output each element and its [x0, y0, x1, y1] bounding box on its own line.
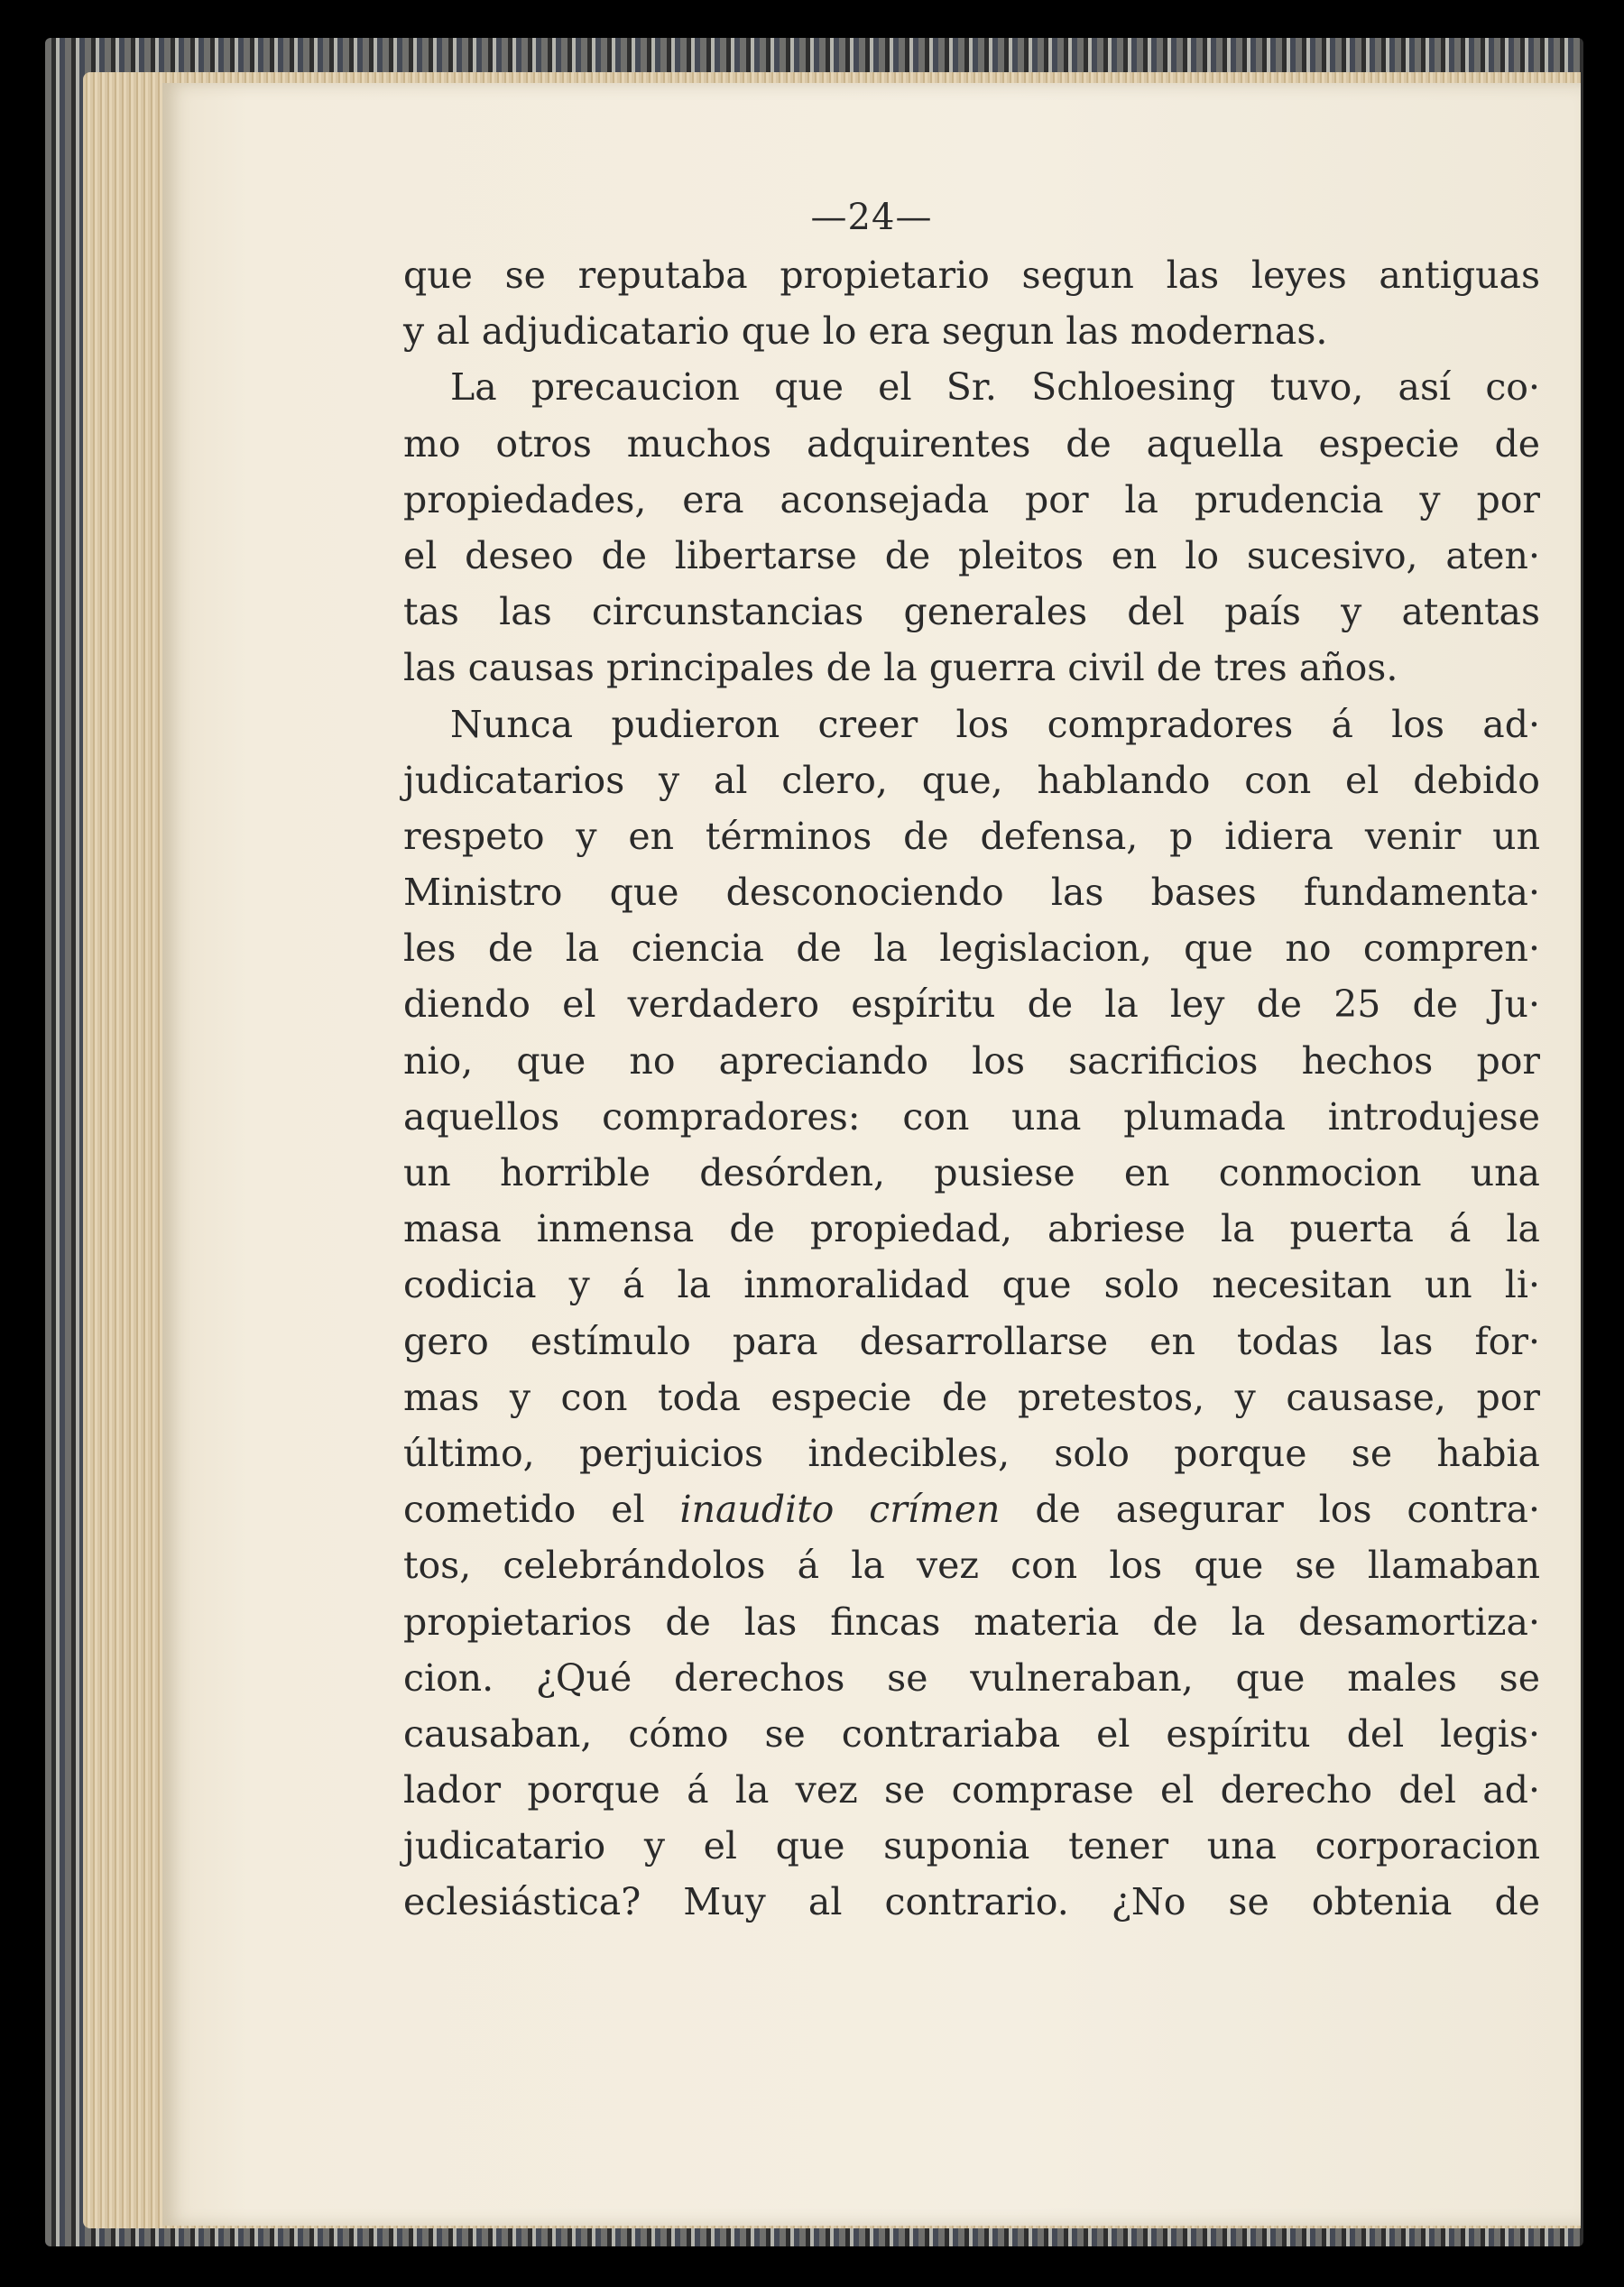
- text-line: que se reputaba propietario segun las leyes antiguas: [403, 254, 1540, 297]
- text-line: lador porque á la vez se comprase el derecho del ad·: [403, 1768, 1540, 1812]
- text-line: las causas principales de la guerra civil de tres años.: [403, 646, 1398, 690]
- text-line: [403, 1481, 1540, 1537]
- text-line: judicatarios y al clero, que, hablando con el debido: [403, 758, 1540, 802]
- text-line: tas las circunstancias generales del país y atentas: [403, 590, 1540, 634]
- text-line: codicia y á la inmoralidad que solo necesitan un li·: [403, 1263, 1540, 1307]
- text-line: propietarios de las fincas materia de la desamortiza·: [403, 1600, 1540, 1644]
- text-segment: de asegurar los contra·: [1000, 1488, 1541, 1532]
- text-line: nio, que no apreciando los sacrificios hechos por: [403, 1038, 1540, 1083]
- book-page: [162, 83, 1581, 2226]
- text-line: tos, celebrándolos á la vez con los que se llamaban: [403, 1544, 1540, 1588]
- text-line: diendo el verdadero espíritu de la ley de 25 de Ju·: [403, 982, 1540, 1027]
- text-line: eclesiástica? Muy al contrario. ¿No se obtenia de: [403, 1880, 1540, 1924]
- text-line: un horrible desórden, pusiese en conmocion una: [403, 1151, 1540, 1194]
- body-text: [403, 247, 1540, 1931]
- text-line: Ministro que desconociendo las bases fundamenta·: [403, 871, 1540, 915]
- text-line: cion. ¿Qué derechos se vulneraban, que males se: [403, 1655, 1540, 1700]
- text-segment: cometido el: [403, 1488, 680, 1532]
- text-line: causaban, cómo se contrariaba el espíritu del legis·: [403, 1711, 1540, 1756]
- text-line: aquellos compradores: con una plumada introdujese: [403, 1094, 1540, 1139]
- italic-phrase: inaudito crímen: [679, 1488, 1001, 1532]
- text-line: propiedades, era aconsejada por la prudencia y por: [403, 477, 1540, 521]
- text-line: judicatario y el que suponia tener una corporacion: [403, 1824, 1540, 1868]
- text-line: mo otros muchos adquirentes de aquella especie de: [403, 421, 1540, 466]
- text-line: La precaucion que el Sr. Schloesing tuvo, así co·: [450, 365, 1540, 410]
- text-line: respeto y en términos de defensa, p idiera venir un: [403, 814, 1540, 858]
- text-line: Nunca pudieron creer los compradores á los ad·: [450, 702, 1540, 746]
- text-line: último, perjuicios indecibles, solo porque se habia: [403, 1431, 1540, 1475]
- text-line: masa inmensa de propiedad, abriese la puerta á la: [403, 1207, 1540, 1251]
- text-line: gero estímulo para desarrollarse en todas las for·: [403, 1319, 1540, 1363]
- text-line: y al adjudicatario que lo era segun las modernas.: [403, 309, 1328, 354]
- page-number: —24—: [810, 197, 933, 238]
- text-line: el deseo de libertarse de pleitos en lo sucesivo, aten·: [403, 533, 1540, 577]
- text-line: mas y con toda especie de pretestos, y causase, por: [403, 1375, 1540, 1419]
- text-line: les de la ciencia de la legislacion, que no compren·: [403, 927, 1540, 971]
